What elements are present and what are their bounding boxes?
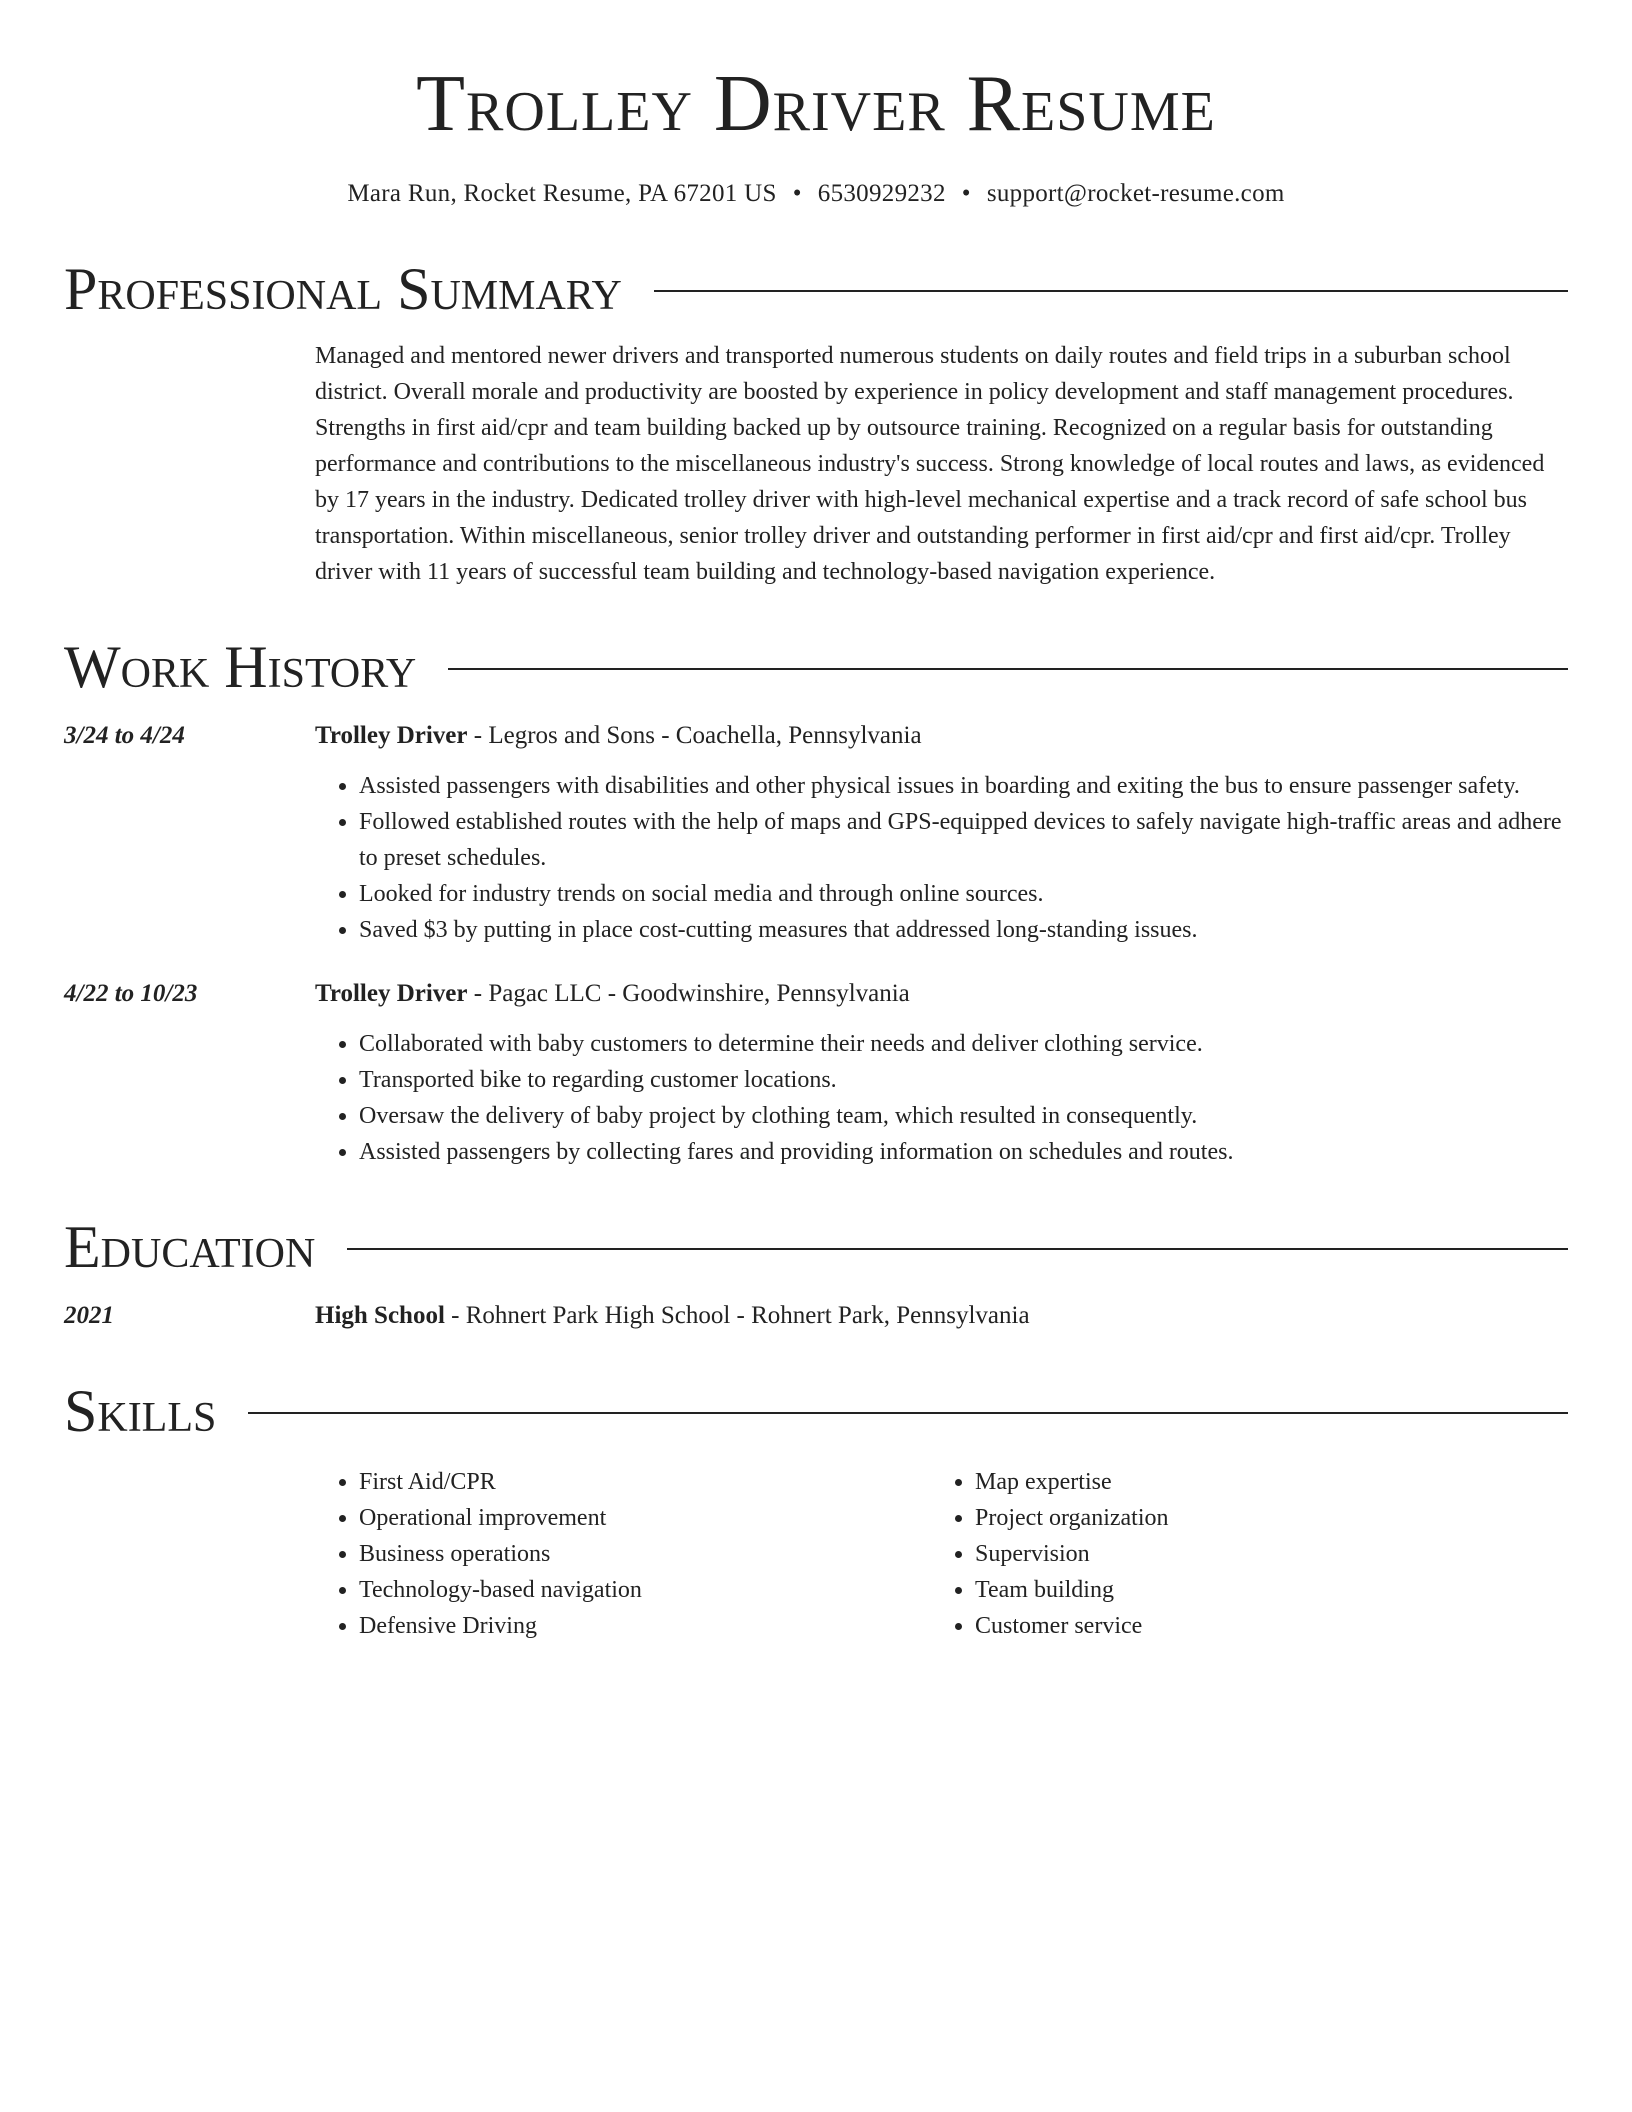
job-bullet: • Oversaw the delivery of baby project by clothing team, which resulted in consequently. xyxy=(359,1098,1568,1134)
skill-item: • Supervision xyxy=(975,1536,1547,1572)
contact-separator: • xyxy=(792,180,802,207)
skill-item: • Operational improvement xyxy=(359,1500,931,1536)
contact-email: support@rocket-resume.com xyxy=(986,180,1285,207)
summary-section-header xyxy=(64,256,1568,322)
job-bullet: • Saved $3 by putting in place cost-cutting measures that addressed long-standing issues. xyxy=(359,912,1568,948)
job-title: Trolley Driver xyxy=(315,722,468,749)
skills-column-left xyxy=(315,1464,931,1644)
job-bullet: • Transported bike to regarding customer locations. xyxy=(359,1062,1568,1098)
job-dates: 3/24 to 4/24 xyxy=(64,722,185,749)
summary-heading: Professional Summary xyxy=(64,256,622,322)
skills-column-right xyxy=(931,1464,1547,1644)
skill-item: • Defensive Driving xyxy=(359,1608,931,1644)
skills-section-header xyxy=(64,1378,1568,1444)
job-bullet: • Followed established routes with the help of maps and GPS-equipped devices to safely navigate high-traffic areas and adhere to preset schedules. xyxy=(359,804,1568,876)
skill-item: • Project organization xyxy=(975,1500,1547,1536)
skill-item: • Technology-based navigation xyxy=(359,1572,931,1608)
education-year: 2021 xyxy=(64,1302,114,1329)
skill-item: • Business operations xyxy=(359,1536,931,1572)
job-bullet: • Assisted passengers with disabilities and other physical issues in boarding and exiting the bus to ensure passenger safety. xyxy=(359,768,1568,804)
education-entry xyxy=(64,1298,1568,1334)
education-degree: High School xyxy=(315,1302,445,1329)
skill-item: • First Aid/CPR xyxy=(359,1464,931,1500)
work-section-header xyxy=(64,634,1568,700)
contact-address: Mara Run, Rocket Resume, PA 67201 US xyxy=(347,180,777,207)
education-section-header xyxy=(64,1214,1568,1280)
job-title: Trolley Driver xyxy=(315,980,468,1007)
job-details: - Legros and Sons - Coachella, Pennsylvania xyxy=(467,722,922,749)
job-bullet: • Assisted passengers by collecting fares and providing information on schedules and routes. xyxy=(359,1134,1568,1170)
education-details: - Rohnert Park High School - Rohnert Park, Pennsylvania xyxy=(444,1302,1030,1329)
section-divider xyxy=(248,1412,1568,1414)
contact-separator: • xyxy=(961,180,971,207)
resume-page xyxy=(64,0,1568,1644)
resume-title: Trolley Driver Resume xyxy=(416,60,1216,148)
job-heading xyxy=(315,976,910,1012)
job-bullet: • Looked for industry trends on social media and through online sources. xyxy=(359,876,1568,912)
skills-heading: Skills xyxy=(64,1378,217,1444)
skill-item: • Customer service xyxy=(975,1608,1547,1644)
section-divider xyxy=(448,668,1568,670)
section-divider xyxy=(347,1248,1568,1250)
education-heading: Education xyxy=(64,1214,316,1280)
skill-item: • Map expertise xyxy=(975,1464,1547,1500)
work-heading: Work History xyxy=(64,634,417,700)
skills-grid xyxy=(315,1464,1568,1644)
job-bullet: • Collaborated with baby customers to determine their needs and deliver clothing service. xyxy=(359,1026,1568,1062)
job-heading xyxy=(315,718,922,754)
job-bullets xyxy=(315,768,1568,948)
contact-phone: 6530929232 xyxy=(817,180,946,207)
section-divider xyxy=(654,290,1568,292)
job-dates: 4/22 to 10/23 xyxy=(64,980,198,1007)
education-heading-line xyxy=(315,1298,1030,1334)
job-entry xyxy=(64,976,1568,1170)
skill-item: • Team building xyxy=(975,1572,1547,1608)
summary-text: Managed and mentored newer drivers and transported numerous students on daily routes and field trips in a suburban school district. Overall morale and productivity are boosted by experience in policy development and staff management procedures. Strengths in first aid/cpr and team building backed up by outsource training. Recognized on a regular basis for outstanding performance and contributions to the miscellaneous industry's success. Strong knowledge of local routes and laws, as evidenced by 17 years in the industry. Dedicated trolley driver with high-level mechanical expertise and a track record of safe school bus transportation. Within miscellaneous, senior trolley driver and outstanding performer in first aid/cpr and first aid/cpr. Trolley driver with 11 years of successful team building and technology-based navigation experience. xyxy=(315,343,1545,585)
contact-line xyxy=(64,176,1568,212)
job-entry xyxy=(64,718,1568,948)
job-bullets xyxy=(315,1026,1568,1170)
job-details: - Pagac LLC - Goodwinshire, Pennsylvania xyxy=(467,980,910,1007)
